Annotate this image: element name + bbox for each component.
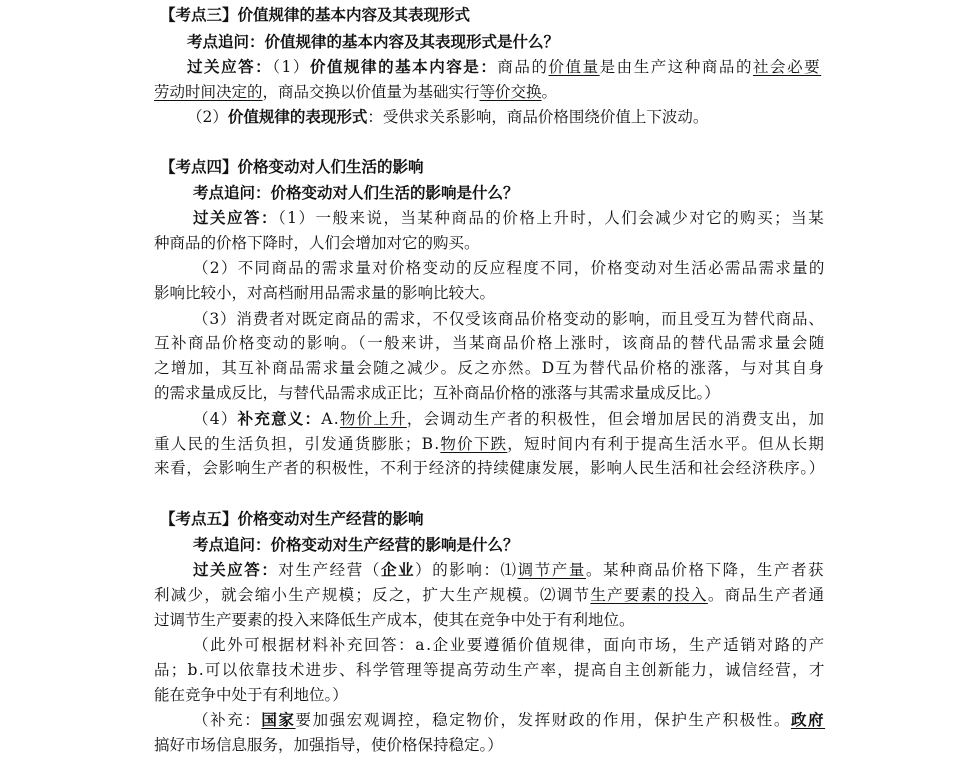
underlined-term: 劳动时间决定的 — [154, 83, 263, 101]
text-run: 要加强宏观调控，稳定物价，发挥财政的作用，保护生产积极性。 — [295, 711, 791, 729]
underlined-term: 调节产量 — [517, 561, 586, 579]
text-run: A. — [321, 410, 340, 428]
bold-text: 考点追问：价值规律的基本内容及其表现形式是什么？ — [187, 32, 560, 51]
text-run: ：受供求关系影响，商品价格围绕价值上下波动。 — [367, 108, 709, 126]
bold-text: 过关应答： — [187, 57, 273, 76]
underlined-term: 等价交换 — [479, 83, 542, 101]
text-line — [154, 685, 348, 705]
text-line — [193, 183, 519, 203]
text-run: （4） — [193, 410, 238, 428]
text-run: （1） — [272, 58, 310, 76]
text-line — [193, 560, 825, 580]
underlined-term: 政府 — [790, 710, 826, 729]
underlined-term: 社会必要 — [753, 58, 822, 76]
bold-text: 考点追问：价格变动对生产经营的影响是什么？ — [193, 535, 519, 554]
bold-text: 考点追问：价格变动对人们生活的影响是什么？ — [193, 183, 519, 202]
text-line — [154, 585, 825, 605]
text-run: 影响比较小，对高档耐用品需求量的影响比较大。 — [154, 284, 496, 302]
text-line — [154, 82, 557, 102]
text-line — [154, 735, 503, 755]
text-line — [154, 333, 826, 353]
bold-text: 过关应答： — [193, 560, 279, 579]
text-line — [187, 107, 708, 127]
text-run: 。商品生产者通 — [707, 586, 826, 604]
text-line — [154, 434, 825, 454]
text-run: （此外可根据材料补充回答：a.企业要遵循价值规律，面向市场，生产适销对路的产 — [193, 636, 826, 654]
underlined-term: 国家 — [261, 710, 296, 729]
text-run: 来看，会影响生产者的积极性，不利于经济的持续健康发展，影响人民生活和社会经济秩序。） — [154, 459, 825, 477]
bold-text: 【考点四】价格变动对人们生活的影响 — [160, 157, 424, 176]
text-run: （2） — [187, 108, 228, 126]
bold-text: 【考点五】价格变动对生产经营的影响 — [160, 509, 424, 528]
text-run: （补充： — [193, 711, 262, 729]
text-line — [154, 383, 720, 403]
bold-text: 价值规律的基本内容是： — [309, 57, 498, 76]
underlined-term: 物价上升 — [339, 410, 407, 428]
text-run: 的需求量成反比，与替代品需求成正比；互补商品价格的涨落与其需求量成反比。） — [154, 384, 720, 402]
underlined-term: 价值量 — [548, 58, 600, 76]
text-run: 。某种商品价格下降，生产者获 — [585, 561, 826, 579]
text-run: （1）一般来说，当某种商品的价格上升时，人们会减少对它的购买；当某 — [277, 209, 826, 227]
text-run: 。 — [541, 83, 558, 101]
text-line — [193, 309, 825, 329]
text-run: ，会调动生产者的积极性，但会增加居民的消费支出，加 — [406, 410, 826, 428]
text-run: 品；b.可以依靠技术进步、科学管理等提高劳动生产率，提高自主创新能力，诚信经营，才 — [154, 661, 826, 679]
text-line — [154, 458, 825, 478]
text-line — [154, 660, 826, 680]
text-line — [193, 409, 825, 429]
text-line — [193, 258, 826, 278]
text-run: 过调节生产要素的投入来降低生产成本，使其在竞争中处于有利地位。 — [154, 611, 635, 629]
bold-text: 【考点三】价值规律的基本内容及其表现形式 — [160, 5, 471, 24]
text-run: 能在竞争中处于有利地位。） — [154, 686, 348, 704]
text-line — [154, 233, 480, 253]
bold-text: 企业 — [380, 560, 416, 579]
text-run: 重人民的生活负担，引发通货膨胀；B. — [154, 435, 441, 453]
bold-text: 过关应答： — [193, 208, 278, 227]
text-line — [187, 57, 821, 77]
text-line — [193, 710, 825, 730]
text-line — [193, 208, 825, 228]
text-run: 种商品的价格下降时，人们会增加对它的购买。 — [154, 234, 480, 252]
text-run: ，商品交换以价值量为基础实行 — [262, 83, 480, 101]
text-run: 对生产经营（ — [278, 561, 381, 579]
text-line — [160, 157, 424, 177]
text-line — [193, 635, 826, 655]
text-line — [193, 535, 519, 555]
text-line — [154, 358, 825, 378]
text-run: ）的影响：⑴ — [415, 561, 518, 579]
text-run: ，短时间内有利于提高生活水平。但从长期 — [507, 435, 826, 453]
underlined-term: 生产要素的投入 — [590, 586, 708, 604]
text-run: 利减少，就会缩小生产规模；反之，扩大生产规模。⑵调节 — [154, 586, 591, 604]
text-run: （3）消费者对既定商品的需求，不仅受该商品价格变动的影响，而且受互为替代商品、 — [193, 310, 825, 328]
underlined-term: 物价下跌 — [440, 435, 508, 453]
text-run: 搞好市场信息服务，加强指导，使价格保持稳定。） — [154, 736, 503, 754]
text-run: 之增加，其互补商品需求量会随之减少。反之亦然。D互为替代品价格的涨落，与对其自身 — [154, 359, 826, 377]
text-run: 互补商品价格变动的影响。（一般来讲，当某商品价格上涨时，该商品的替代品需求量会随 — [154, 334, 826, 352]
bold-text: 补充意义： — [237, 409, 322, 428]
text-run: 是由生产这种商品的 — [599, 58, 754, 76]
text-line — [160, 5, 470, 25]
text-line — [154, 610, 635, 630]
text-line — [160, 509, 424, 529]
text-line — [187, 32, 559, 52]
bold-text: 价值规律的表现形式 — [227, 107, 368, 126]
text-line — [154, 283, 495, 303]
text-run: （2）不同商品的需求量对价格变动的反应程度不同，价格变动对生活必需品需求量的 — [193, 259, 826, 277]
text-run: 商品的 — [497, 58, 549, 76]
